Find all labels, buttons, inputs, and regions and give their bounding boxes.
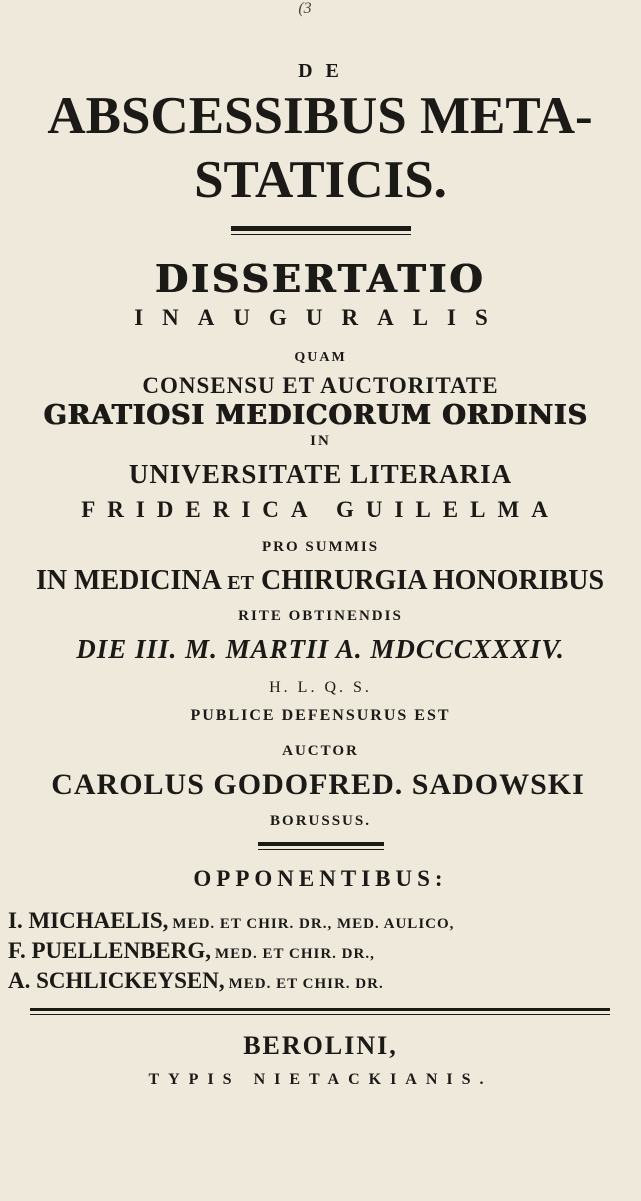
rite-line: RITE OBTINENDIS bbox=[238, 608, 403, 624]
faculty-line: GRATIOSI MEDICORUM ORDINIS bbox=[43, 400, 589, 431]
quam-line: QUAM bbox=[294, 350, 347, 365]
degree-medicina: IN MEDICINA bbox=[35, 565, 221, 596]
title-rule-thick bbox=[231, 226, 411, 231]
imprint-place: BEROLINI, bbox=[243, 1031, 398, 1060]
degree-chirurgia: CHIRURGIA HONORIBUS bbox=[260, 565, 605, 596]
hlqs-line: H. L. Q. S. bbox=[269, 679, 372, 696]
title-prefix: D E bbox=[298, 60, 343, 82]
dissertatio-heading: DISSERTATIO bbox=[155, 256, 486, 301]
main-title-line-1: ABSCESSIBUS META- bbox=[47, 87, 593, 145]
publice-line: PUBLICE DEFENSURUS EST bbox=[190, 707, 451, 724]
opponent-2-name: F. PUELLENBERG, bbox=[8, 938, 212, 963]
consensu-line: CONSENSU ET AUCTORITATE bbox=[142, 373, 499, 398]
in-line: IN bbox=[310, 433, 331, 449]
title-rule-thin bbox=[231, 234, 411, 235]
author-rule-thin bbox=[258, 849, 384, 850]
main-title-line-2: STATICIS. bbox=[194, 151, 447, 209]
pro-summis-line: PRO SUMMIS bbox=[261, 539, 380, 555]
university-name: FRIDERICA GUILELMA bbox=[81, 497, 560, 522]
author-name: CAROLUS GODOFRED. SADOWSKI bbox=[51, 768, 585, 801]
author-origin: BORUSSUS. bbox=[270, 813, 371, 829]
shelfmark: (3 bbox=[298, 0, 312, 17]
inauguralis-heading: INAUGURALIS bbox=[134, 305, 507, 330]
degree-line bbox=[0, 565, 641, 597]
auctor-line: AUCTOR bbox=[282, 743, 359, 759]
opponent-2 bbox=[8, 938, 375, 964]
degree-et: ET bbox=[227, 572, 254, 594]
imprint-rule-thick bbox=[30, 1008, 610, 1011]
opponents-heading: OPPONENTIBUS: bbox=[193, 866, 448, 891]
imprint-rule-thin bbox=[30, 1014, 610, 1015]
opponent-3-name: A. SCHLICKEYSEN, bbox=[8, 968, 225, 993]
date-line: DIE III. M. MARTII A. MDCCCXXXIV. bbox=[76, 634, 565, 664]
opponent-3 bbox=[8, 968, 384, 994]
imprint-printer: TYPIS NIETACKIANIS. bbox=[148, 1071, 493, 1088]
opponent-1 bbox=[8, 908, 454, 934]
opponent-1-title: MED. ET CHIR. DR., MED. AULICO, bbox=[172, 916, 455, 932]
opponent-1-name: I. MICHAELIS, bbox=[8, 908, 169, 933]
opponent-3-title: MED. ET CHIR. DR. bbox=[228, 976, 384, 992]
opponent-2-title: MED. ET CHIR. DR., bbox=[215, 946, 375, 962]
university-line: UNIVERSITATE LITERARIA bbox=[128, 459, 513, 489]
author-rule-thick bbox=[258, 842, 384, 846]
